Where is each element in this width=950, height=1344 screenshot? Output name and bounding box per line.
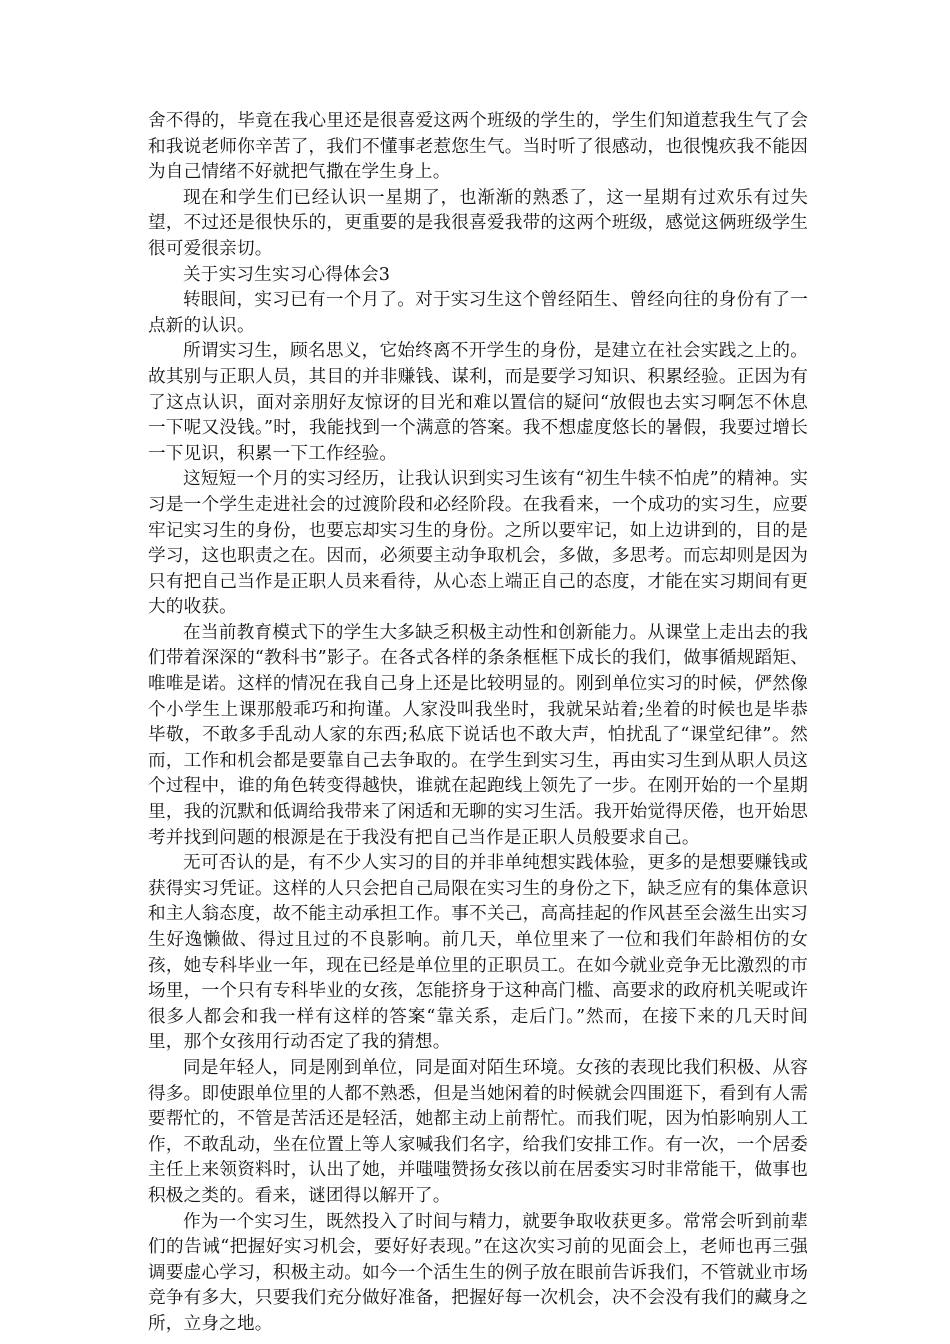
document-body	[148, 109, 808, 1338]
paragraph: 转眼间，实习已有一个月了。对于实习生这个曾经陌生、曾经向往的身份有了一点新的认识。	[148, 290, 808, 336]
paragraph: 这短短一个月的实习经历，让我认识到实习生该有“初生牛犊不怕虎”的精神。实习是一个学生走进社会的过渡阶段和必经阶段。在我看来，一个成功的实习生，应要牢记实习生的身份，也要忘却实习生的身份。之所以要牢记，如上边讲到的，目的是学习，这也职责之在。因而，必须要主动争取机会，多做，多思考。而忘却则是因为只有把自己当作是正职人员来看待，从心态上端正自己的态度，才能在实习期间有更大的收获。	[148, 469, 808, 618]
paragraph: 作为一个实习生，既然投入了时间与精力，就要争取收获更多。常常会听到前辈们的告诫“把握好实习机会，要好好表现。”在这次实习前的见面会上，老师也再三强调要虚心学习，积极主动。如今一个活生生的例子放在眼前告诉我们，不管就业市场竞争有多大，只要我们充分做好准备，把握好每一次机会，决不会没有我们的藏身之所，立身之地。	[148, 1211, 808, 1334]
paragraph: 无可否认的是，有不少人实习的目的并非单纯想实践体验，更多的是想要赚钱或获得实习凭证。这样的人只会把自己局限在实习生的身份之下，缺乏应有的集体意识和主人翁态度，故不能主动承担工作。事不关己，高高挂起的作风甚至会滋生出实习生好逸懒做、得过且过的不良影响。前几天，单位里来了一位和我们年龄相仿的女孩，她专科毕业一年，现在已经是单位里的正职员工。在如今就业竞争无比激烈的市场里，一个只有专科毕业的女孩，怎能挤身于这种高门槛、高要求的政府机关呢或许很多人都会和我一样有这样的答案“靠关系，走后门。”然而，在接下来的几天时间里，那个女孩用行动否定了我的猜想。	[148, 853, 808, 1053]
paragraph: 同是年轻人，同是刚到单位，同是面对陌生环境。女孩的表现比我们积极、从容得多。即使跟单位里的人都不熟悉，但是当她闲着的时候就会四围逛下，看到有人需要帮忙的，不管是苦活还是轻活，她都主动上前帮忙。而我们呢，因为怕影响别人工作，不敢乱动，坐在位置上等人家喊我们名字，给我们安排工作。有一次，一个居委主任上来领资料时，认出了她，并嗤嗤赞扬女孩以前在居委实习时非常能干，做事也积极之类的。看来，谜团得以解开了。	[148, 1057, 808, 1206]
paragraph: 所谓实习生，顾名思义，它始终离不开学生的身份，是建立在社会实践之上的。故其别与正职人员，其目的并非赚钱、谋利，而是要学习知识、积累经验。正因为有了这点认识，面对亲朋好友惊讶的目光和难以置信的疑问“放假也去实习啊怎不休息一下呢又没钱。”时，我能找到一个满意的答案。我不想虚度悠长的暑假，我要过增长一下见识，积累一下工作经验。	[148, 341, 808, 464]
paragraph: 现在和学生们已经认识一星期了，也渐渐的熟悉了，这一星期有过欢乐有过失望，不过还是很快乐的，更重要的是我很喜爱我带的这两个班级，感觉这俩班级学生很可爱很亲切。	[148, 187, 808, 259]
paragraph: 在当前教育模式下的学生大多缺乏积极主动性和创新能力。从课堂上走出去的我们带着深深的“教科书”影子。在各式各样的条条框框下成长的我们，做事循规蹈矩、唯唯是诺。这样的情况在我自己身上还是比较明显的。刚到单位实习的时候，俨然像个小学生上课那般乖巧和拘谨。人家没叫我坐时，我就呆站着;坐着的时候也是毕恭毕敬，不敢多手乱动人家的东西;私底下说话也不敢大声，怕扰乱了“课堂纪律”。然而，工作和机会都是要靠自己去争取的。在学生到实习生，再由实习生到从职人员这个过程中，谁的角色转变得越快，谁就在起跑线上领先了一步。在刚开始的一个星期里，我的沉默和低调给我带来了闲适和无聊的实习生活。我开始觉得厌倦，也开始思考并找到问题的根源是在于我没有把自己当作是正职人员般要求自己。	[148, 622, 808, 848]
paragraph: 舍不得的，毕竟在我心里还是很喜爱这两个班级的学生的，学生们知道惹我生气了会和我说老师你辛苦了，我们不懂事老惹您生气。当时听了很感动，也很愧疚我不能因为自己情绪不好就把气撒在学生身上。	[148, 111, 808, 183]
section-heading: 关于实习生实习心得体会3	[183, 264, 391, 285]
